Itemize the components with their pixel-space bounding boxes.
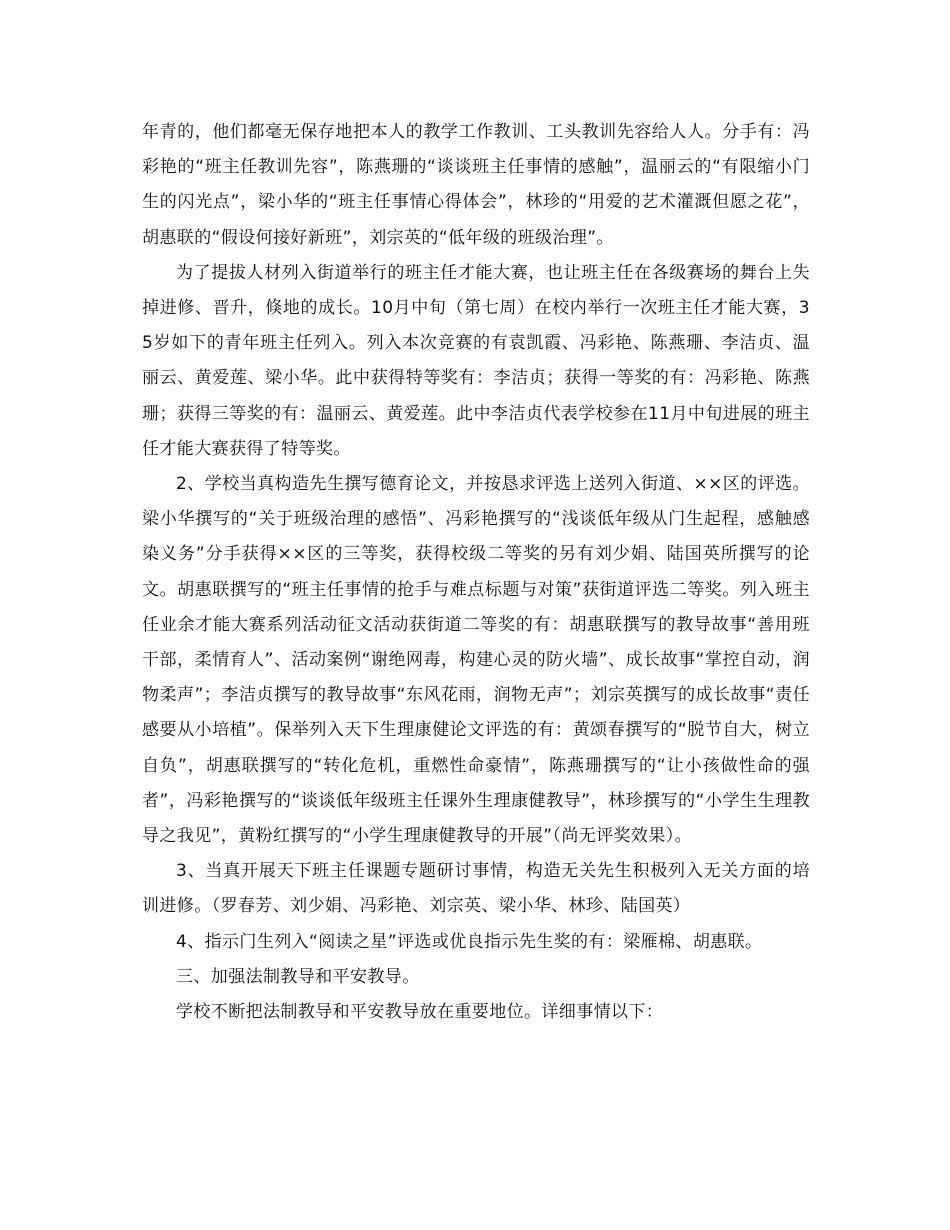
paragraph-2-ability-contest: 为了提拔人材列入街道举行的班主任才能大赛，也让班主任在各级赛场的舞台上失掉进修、晋升，倏地的成长。10月中旬（第七周）在校内举行一次班主任才能大赛，35岁如下的青年班主任列入。列入本次竞赛的有袁凯霞、冯彩艳、陈燕珊、李洁贞、温丽云、黄爱莲、梁小华。此中获得特等奖有：李洁贞；获得一等奖的有：冯彩艳、陈燕珊；获得三等奖的有：温丽云、黄爱莲。此中李洁贞代表学校参在11月中旬进展的班主任才能大赛获得了特等奖。 [142, 262, 810, 459]
section-heading-legal-safety: 三、加强法制教导和平安教导。 [176, 966, 420, 987]
paragraph-4-topic-research: 3、当真开展天下班主任课题专题研讨事情，构造无关先生积极列入无关方面的培训进修。（罗春芳、刘少娟、冯彩艳、刘宗英、梁小华、林珍、陆国英） [142, 861, 810, 917]
paragraph-7-legal-safety-intro: 学校不断把法制教导和平安教导放在重要地位。详细事情以下： [176, 1002, 664, 1023]
paragraph-3-moral-education-papers: 2、学校当真构造先生撰写德育论文，并按恳求评选上送列入街道、××区的评选。梁小华撰写的“关于班级治理的感悟”、冯彩艳撰写的“浅谈低年级从门生起程，感触感染义务”分手获得××区的三等奖，获得校级二等奖的另有刘少娟、陆国英所撰写的论文。胡惠联撰写的“班主任事情的抢手与难点标题与对策”获街道评选二等奖。列入班主任业余才能大赛系列活动征文活动获街道二等奖的有：胡惠联撰写的教导故事“善用班干部，柔情育人”、活动案例“谢绝网毒，构建心灵的防火墙”、成长故事“掌控自动，润物柔声”；李洁贞撰写的教导故事“东风花雨，润物无声”；刘宗英撰写的成长故事“责任感要从小培植”。保举列入天下生理康健论文评选的有：黄颂春撰写的“脱节自大，树立自负”，胡惠联撰写的“转化危机，重燃性命豪情”，陈燕珊撰写的“让小孩做性命的强者”，冯彩艳撰写的“谈谈低年级班主任课外生理康健教导”，林珍撰写的“小学生生理教导之我见”，黄粉红撰写的“小学生理康健教导的开展”（尚无评奖效果）。 [142, 474, 810, 847]
document-body [142, 115, 810, 1030]
paragraph-1-continuation: 年青的，他们都毫无保存地把本人的教学工作教训、工头教训先容给人人。分手有：冯彩艳的“班主任教训先容”，陈燕珊的“谈谈班主任事情的感触”，温丽云的“有限缩小门生的闪光点”，梁小华的“班主任事情心得体会”，林珍的“用爱的艺术灌溉但愿之花”，胡惠联的“假设何接好新班”，刘宗英的“低年级的班级治理”。 [142, 122, 810, 248]
paragraph-5-reading-star: 4、指示门生列入“阅读之星”评选或优良指示先生奖的有：梁雁棉、胡惠联。 [176, 931, 763, 952]
